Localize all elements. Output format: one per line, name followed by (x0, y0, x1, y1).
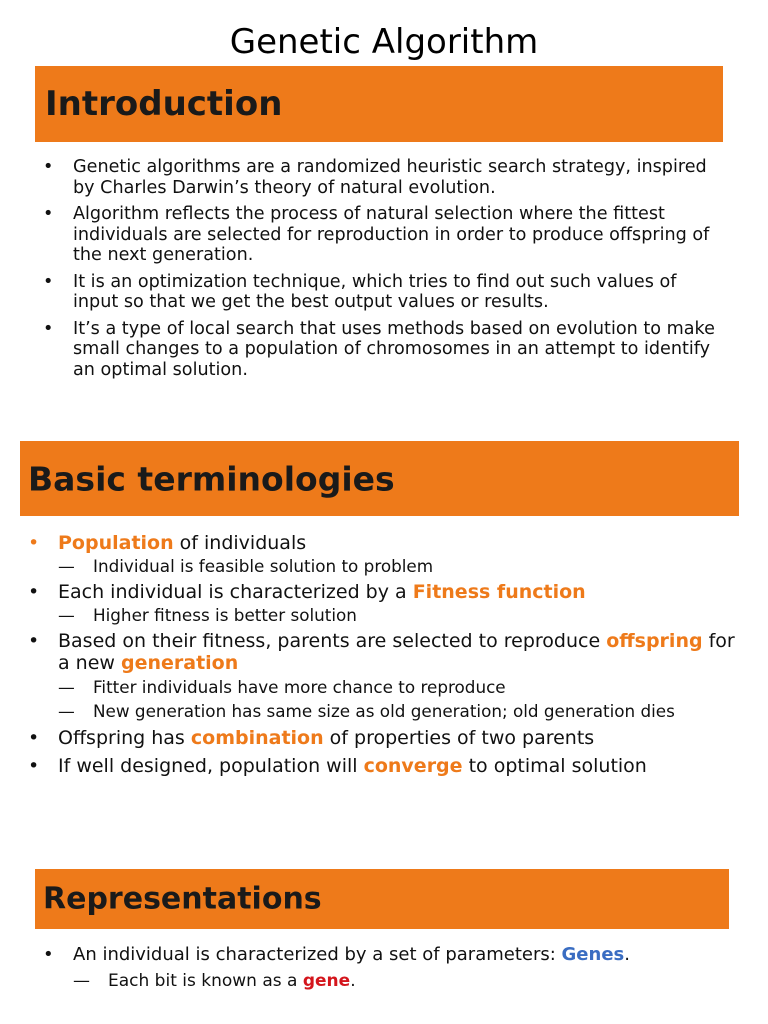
sub-list-item: — Fitter individuals have more chance to reproduce (58, 677, 750, 697)
introduction-heading: Introduction (45, 84, 283, 124)
list-item: • Genetic algorithms are a randomized heuristic search strategy, inspired by Charles Darwin’s theory of natural evolution. (35, 157, 725, 198)
list-item: • An individual is characterized by a set of parameters: Genes. — Each bit is known as a gene. (35, 944, 735, 991)
highlight-combination: combination (190, 727, 324, 749)
sub-list-item: — Higher fitness is better solution (58, 605, 750, 625)
highlight-gene: gene (302, 971, 351, 991)
sub-list-item: — Each bit is known as a gene. (73, 971, 735, 991)
introduction-banner (35, 66, 723, 142)
representations-banner (35, 869, 729, 929)
highlight-genes: Genes (561, 944, 625, 965)
representations-heading: Representations (43, 881, 322, 917)
representations-bullets (35, 944, 735, 991)
list-item: • Algorithm reflects the process of natural selection where the fittest individuals are selected for reproduction in order to produce offspring of the next generation. (35, 204, 725, 266)
sub-list-item: — Individual is feasible solution to problem (58, 556, 750, 576)
document-title: Genetic Algorithm (229, 22, 539, 62)
list-item: • It is an optimization technique, which tries to find out such values of input so that we get the best output values or results. (35, 272, 725, 313)
list-item: • If well designed, population will converge to optimal solution (20, 755, 750, 777)
terminology-bullets (20, 532, 750, 777)
highlight-converge: converge (363, 755, 463, 777)
list-item: • Offspring has combination of properties of two parents (20, 727, 750, 749)
list-item: • Based on their fitness, parents are selected to reproduce offspring for a new generation — Fitter individuals have more chance to reproduce — New generation has same size as old generation; old generation dies (20, 630, 750, 721)
list-item: • Each individual is characterized by a Fitness function — Higher fitness is better solution (20, 581, 750, 625)
terminology-heading: Basic terminologies (28, 459, 395, 498)
sub-list-item: — New generation has same size as old generation; old generation dies (58, 701, 750, 721)
sub-list (58, 605, 750, 625)
list-item: • It’s a type of local search that uses methods based on evolution to make small changes to a population of chromosomes in an attempt to identify an optimal solution. (35, 319, 725, 381)
terminology-banner (20, 441, 739, 516)
introduction-bullets (35, 157, 725, 380)
highlight-fitness-function: Fitness function (412, 581, 586, 603)
highlight-population: Population (58, 532, 174, 554)
sub-list (73, 971, 735, 991)
sub-list (58, 677, 750, 721)
highlight-offspring: offspring (606, 630, 703, 652)
list-item: • Population of individuals — Individual is feasible solution to problem (20, 532, 750, 576)
highlight-generation: generation (121, 652, 239, 674)
sub-list (58, 556, 750, 576)
